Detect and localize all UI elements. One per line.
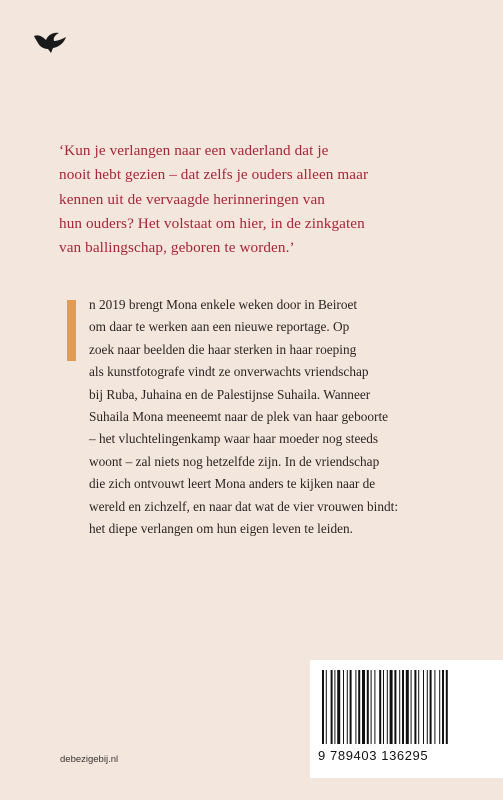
blurb-line: – het vluchtelingenkamp waar haar moeder nog steeds — [89, 431, 379, 447]
barcode-bar — [399, 670, 400, 744]
pull-quote — [59, 139, 479, 260]
barcode-bar — [379, 670, 381, 744]
blurb-line: die zich ontvouwt leert Mona anders te kijken naar de — [89, 476, 376, 492]
blurb-line: het diepe verlangen om hun eigen leven te leiden. — [89, 521, 353, 537]
barcode-bar — [337, 670, 340, 744]
blurb-line: woont – zal niets nog hetzelfde zijn. In de vriendschap — [89, 453, 380, 469]
quote-line: nooit hebt gezien – dat zelfs je ouders alleen maar — [59, 166, 369, 184]
barcode-bar — [414, 670, 416, 744]
barcode-bar — [367, 670, 369, 744]
blurb-line: Suhaila Mona meeneemt naar de plek van haar geboorte — [89, 409, 389, 425]
barcode-bar — [362, 670, 365, 744]
blurb-text — [89, 294, 489, 540]
barcode-bar — [439, 670, 440, 744]
barcode-bar — [402, 670, 404, 744]
barcode-bar — [322, 670, 324, 744]
quote-line: van ballingschap, geboren te worden.’ — [59, 239, 295, 257]
barcode-bar — [446, 670, 448, 744]
barcode-bar — [423, 670, 424, 744]
barcode-bar — [343, 670, 344, 744]
barcode-bar — [358, 670, 360, 744]
barcode-bars — [310, 660, 503, 750]
publisher-url: debezigebij.nl — [60, 754, 119, 765]
quote-line: ‘Kun je verlangen naar een vaderland dat je — [59, 142, 329, 159]
blurb-line: n 2019 brengt Mona enkele weken door in Beiroet — [89, 297, 358, 312]
barcode-bar — [418, 670, 419, 744]
barcode-bar — [334, 670, 335, 744]
blurb-line: om daar te werken aan een nieuwe reportage. Op — [89, 319, 350, 335]
blurb-line: wereld en zichzelf, en naar dat wat de vier vrouwen bindt: — [89, 498, 399, 514]
barcode-bar — [383, 670, 384, 744]
quote-line: hun ouders? Het volstaat om hier, in de zinkgaten — [59, 214, 365, 232]
barcode-bar — [430, 670, 432, 744]
quote-line: kennen uit de vervaagde herinneringen van — [59, 190, 325, 208]
barcode-bar — [394, 670, 396, 744]
barcode-bar — [350, 670, 352, 744]
barcode-bar — [326, 670, 327, 744]
blurb-line: bij Ruba, Juhaina en de Palestijnse Suhaila. Wanneer — [89, 386, 371, 402]
barcode-bar — [331, 670, 333, 744]
isbn-number: 9 789403 136295 — [318, 748, 429, 763]
barcode-bar — [387, 670, 388, 744]
barcode-bar — [355, 670, 356, 744]
barcode-bar — [371, 670, 372, 744]
barcode-bar — [374, 670, 375, 744]
barcode-bar — [427, 670, 428, 744]
barcode-bar — [406, 670, 409, 744]
blurb-line: als kunstfotografe vindt ze onverwachts vriendschap — [89, 364, 369, 380]
barcode-bar — [347, 670, 348, 744]
barcode-bar — [442, 670, 444, 744]
barcode-bar — [390, 670, 393, 744]
drop-cap-i — [67, 300, 76, 361]
barcode-bar — [411, 670, 412, 744]
blurb-line: zoek naar beelden die haar sterken in haar roeping — [89, 341, 357, 357]
barcode-bar — [434, 670, 435, 744]
isbn-barcode — [310, 660, 503, 778]
bird-icon — [33, 31, 67, 55]
